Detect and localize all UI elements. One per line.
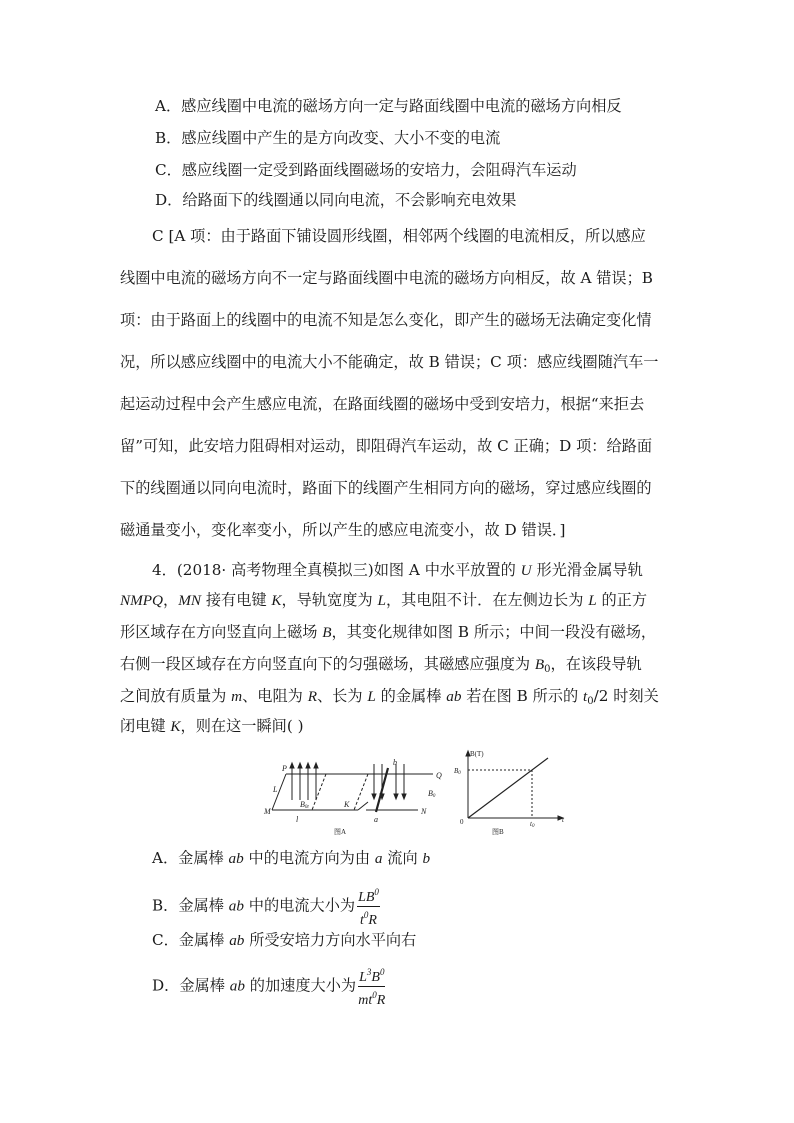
q4-line-3	[120, 622, 656, 643]
q4-text: 形光滑金属导轨	[531, 561, 643, 579]
opt-text: 所受安培力方向水平向右	[244, 931, 417, 949]
fraction-numerator	[357, 884, 380, 907]
opt-text: 流向	[382, 849, 423, 867]
label-k: K	[344, 800, 350, 809]
q4-text: 之间放有质量为	[120, 687, 232, 705]
den-sup: 0	[372, 990, 377, 1000]
opt-var: ab	[228, 850, 244, 867]
option-b-q4	[152, 884, 380, 929]
y-tick-main: B	[454, 767, 459, 775]
answer-line-2: 线圈中电流的磁场方向不一定与路面线圈中电流的磁场方向相反，故 A 错误；B	[120, 269, 653, 287]
label-b0t	[300, 800, 309, 810]
q4-subscript: 0	[587, 696, 594, 707]
opt-var: a	[374, 850, 383, 867]
answer-line-8: 磁通量变小，变化率变小，所以产生的感应电流变小，故 D 错误．]	[120, 521, 566, 539]
den-text: R	[376, 993, 386, 1008]
opt-text: 中的电流大小为	[243, 896, 356, 915]
q4-text: 形区域存在方向竖直向上磁场	[120, 623, 323, 641]
den-text: R	[368, 913, 377, 928]
num-sup: 3	[366, 967, 372, 977]
q4-text: 4．(2018· 高考物理全真模拟三)如图 A 中水平放置的	[152, 561, 521, 579]
q4-text: 、电阻为	[242, 687, 308, 705]
den-text: mt	[358, 993, 373, 1008]
q4-text: ，则在这一瞬间( )	[180, 717, 304, 735]
q4-var: L	[367, 688, 376, 705]
q4-line-1	[152, 560, 643, 581]
q4-text: 若在图 B 所示的	[461, 687, 584, 705]
figure-a-circuit	[258, 756, 448, 838]
q4-var: K	[170, 718, 181, 735]
opt-var: b	[422, 850, 431, 867]
opt-text: 中的电流方向为由	[243, 849, 375, 867]
y-tick-sub: 0	[458, 771, 461, 776]
q4-text: ，其电阻不计．在左侧边长为	[385, 591, 589, 609]
label-b0-sub: 0	[432, 794, 436, 799]
q4-text: ，在该段导轨	[550, 655, 642, 673]
answer-line-6: 留”可知，此安培力阻碍相对运动，即阻碍汽车运动，故 C 正确；D 项：给路面	[120, 437, 653, 455]
num-text: LB	[358, 890, 375, 905]
opt-text: A．金属棒	[152, 849, 229, 867]
q4-var: L	[588, 592, 597, 609]
label-b: b	[393, 758, 397, 767]
figure-a-caption: 图A	[334, 828, 347, 836]
q4-text: 的正方	[596, 591, 648, 609]
label-b0	[428, 789, 436, 799]
b-t-line	[468, 758, 548, 818]
opt-text: D．金属棒	[152, 976, 230, 995]
q4-text: ，	[163, 591, 179, 609]
label-l-width: l	[296, 815, 299, 824]
q4-subscript: 0	[544, 664, 551, 675]
q4-text: ，其变化规律如图 B 所示；中间一段没有磁场，	[331, 623, 657, 641]
q4-var: B	[534, 656, 545, 673]
x-axis-label: t	[562, 816, 564, 824]
num-sup: 0	[374, 887, 379, 897]
figure-b-caption: 图B	[492, 828, 504, 836]
figure-b-graph	[452, 748, 570, 840]
option-a-q4	[152, 848, 430, 869]
answer-line-7: 下的线圈通以同向电流时，路面下的线圈产生相同方向的磁场，穿过感应线圈的	[120, 479, 652, 497]
q4-line-4	[120, 654, 642, 680]
answer-line-3: 项：由于路面上的线圈中的电流不知是怎么变化，即产生的磁场无法确定变化情	[120, 311, 652, 329]
opt-text: B．金属棒	[152, 896, 229, 915]
q4-var: U	[520, 562, 532, 579]
q4-line-6	[120, 716, 304, 737]
num-text: B	[371, 970, 380, 985]
field-down-arrowhead	[402, 794, 406, 799]
origin-label: 0	[460, 818, 464, 826]
q4-var: MN	[178, 592, 201, 609]
label-a: a	[374, 815, 378, 824]
q4-text: 右侧一段区域存在方向竖直向下的匀强磁场，其磁感应强度为	[120, 655, 535, 673]
q4-var: R	[307, 688, 317, 705]
opt-text: C．金属棒	[152, 931, 230, 949]
label-b0t-sub: 0t	[304, 805, 309, 810]
x-tick-sub: 0	[531, 824, 535, 829]
field-up-arrowhead	[306, 763, 310, 768]
fraction-denominator	[358, 987, 385, 1009]
option-c-q4	[152, 930, 416, 951]
q4-text: 的金属棒	[375, 687, 447, 705]
q4-line-5	[120, 686, 659, 712]
answer-line-1: C [A 项：由于路面下铺设圆形线圈，相邻两个线圈的电流相反，所以感应	[152, 227, 646, 245]
right-region-boundary	[354, 774, 368, 810]
q4-var: t	[583, 688, 588, 705]
option-d-q4	[152, 964, 385, 1009]
fraction-current	[357, 884, 380, 929]
q4-var: B	[322, 624, 332, 641]
option-c-q3: C．感应线圈一定受到路面线圈磁场的安培力，会阻碍汽车运动	[155, 161, 577, 179]
label-l: L	[273, 785, 278, 794]
opt-var: ab	[229, 977, 245, 995]
answer-line-4: 况，所以感应线圈中的电流大小不能确定，故 B 错误；C 项：感应线圈随汽车一	[120, 353, 659, 371]
option-a-q3: A．感应线圈中电流的磁场方向一定与路面线圈中电流的磁场方向相反	[155, 97, 622, 115]
opt-var: ab	[228, 897, 244, 915]
num-sup: 0	[379, 967, 385, 977]
answer-line-5: 起运动过程中会产生感应电流，在路面线圈的磁场中受到安培力，根据“来拒去	[120, 395, 645, 413]
option-b-q3: B．感应线圈中产生的是方向改变、大小不变的电流	[155, 129, 501, 147]
q4-text: ，导轨宽度为	[281, 591, 378, 609]
opt-var: ab	[229, 932, 245, 949]
label-q: Q	[436, 771, 442, 780]
label-p: P	[282, 764, 287, 773]
den-text: t	[360, 913, 364, 928]
fraction-acceleration	[358, 964, 385, 1009]
field-down-arrowhead	[372, 794, 376, 799]
option-d-q3: D．给路面下的线圈通以同向电流，不会影响充电效果	[155, 191, 517, 209]
label-n: N	[421, 807, 427, 816]
q4-text: 、长为	[316, 687, 368, 705]
x-tick-main: t	[530, 820, 532, 828]
q4-line-2	[120, 590, 647, 611]
square-right-edge	[312, 774, 326, 810]
y-tick-b0	[454, 767, 461, 776]
label-b0t-main: B	[300, 800, 305, 809]
label-m: M	[264, 807, 271, 816]
opt-text: 的加速度大小为	[244, 976, 357, 995]
x-tick-t0	[530, 820, 535, 829]
q4-var: L	[377, 592, 386, 609]
fraction-denominator	[357, 907, 380, 929]
num-text: L	[359, 970, 367, 985]
q4-var: K	[271, 592, 282, 609]
q4-var: m	[231, 688, 243, 705]
field-down-arrowhead	[394, 794, 398, 799]
switch-k	[358, 802, 368, 810]
q4-text: 闭电键	[120, 717, 171, 735]
q4-var: NMPQ	[120, 592, 164, 609]
field-up-arrowhead	[298, 763, 302, 768]
label-b0-main: B	[428, 789, 433, 798]
q4-text: 接有电键	[201, 591, 272, 609]
field-up-arrowhead	[290, 763, 294, 768]
q4-var: ab	[446, 688, 462, 705]
q4-text: /2 时刻关	[593, 687, 659, 705]
field-up-arrowhead	[314, 763, 318, 768]
y-axis-label: B(T)	[470, 750, 484, 758]
fraction-numerator	[358, 964, 385, 987]
den-sup: 0	[363, 910, 369, 920]
